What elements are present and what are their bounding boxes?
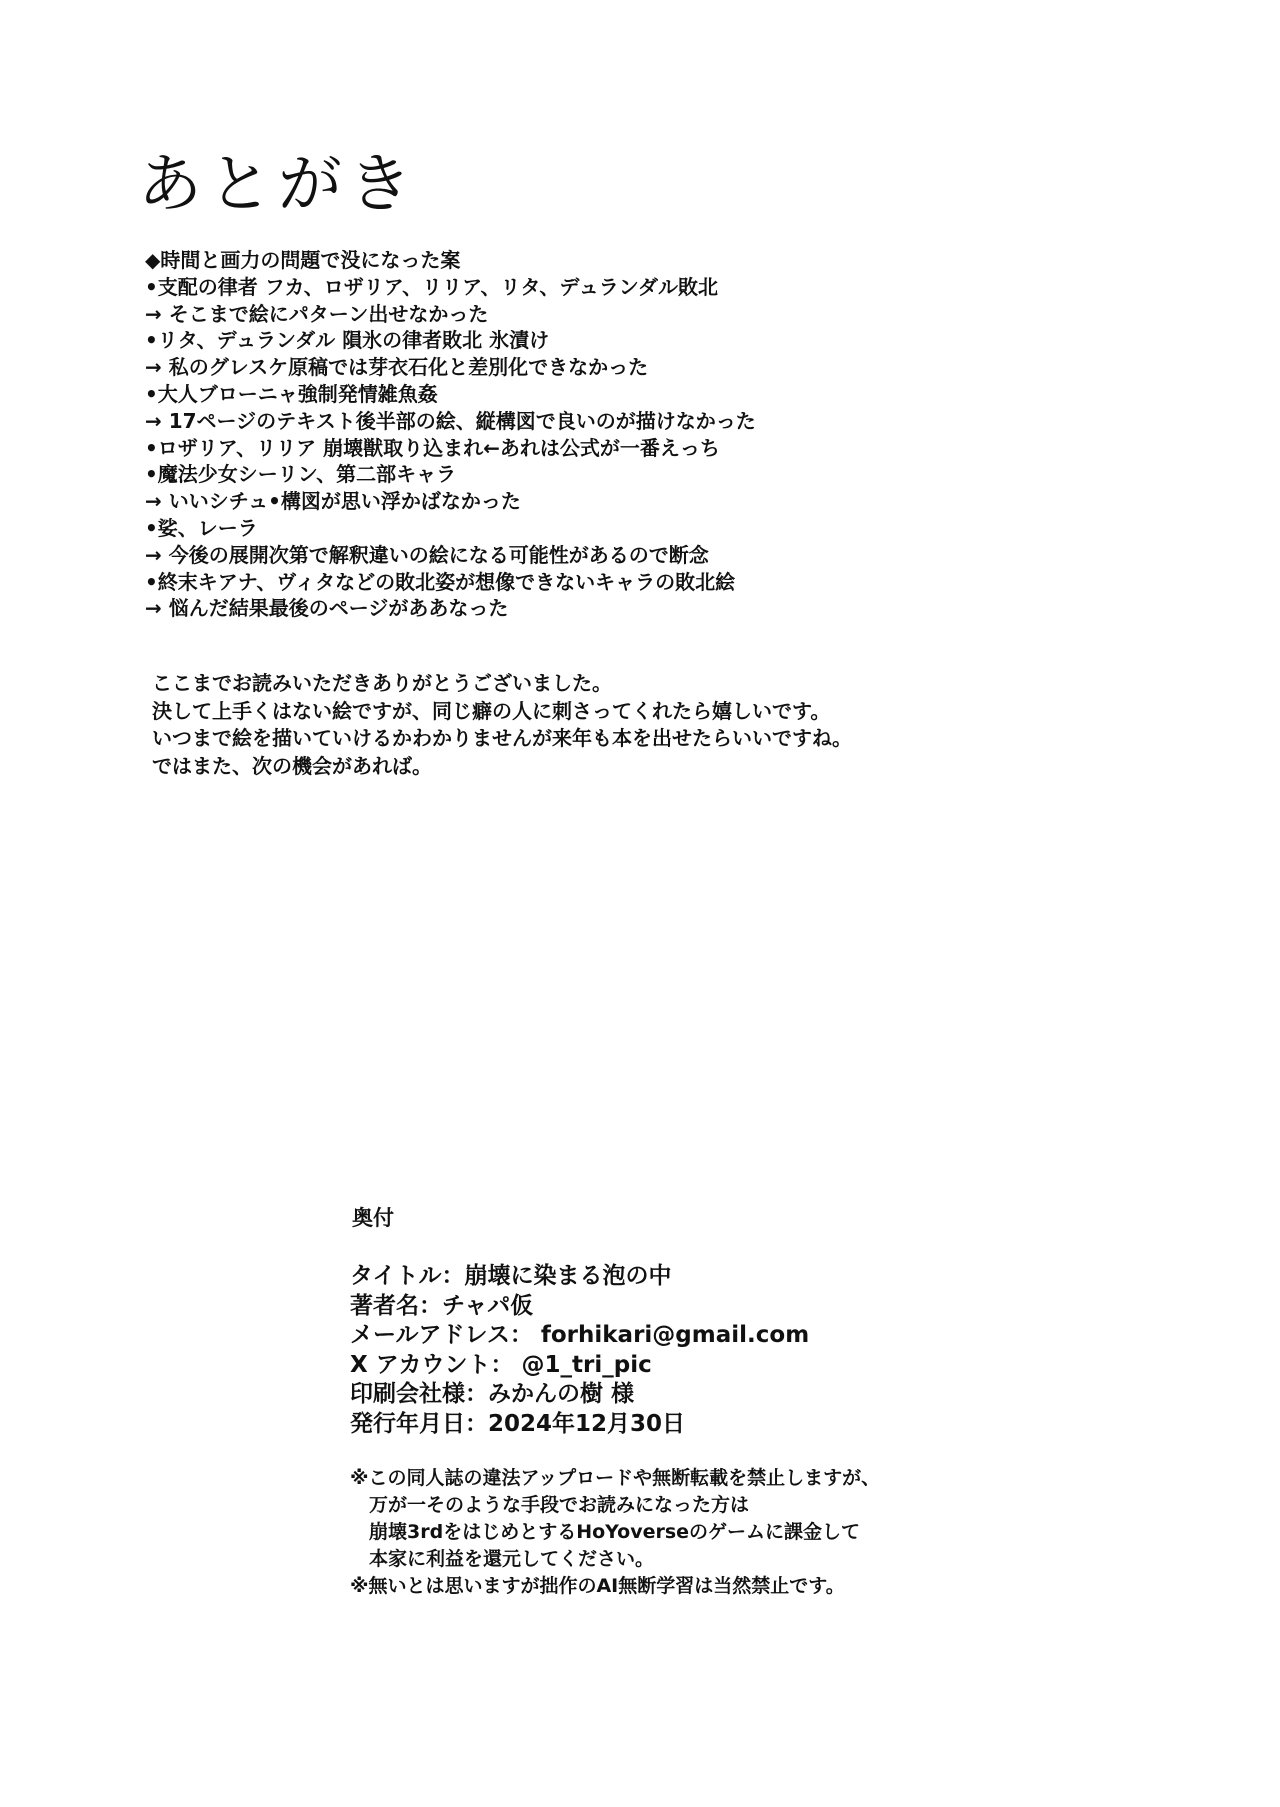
list-item: → そこまで絵にパターン出せなかった (145, 301, 489, 326)
thanks-line: ではまた、次の機会があれば。 (152, 753, 432, 778)
list-item: → 17ページのテキスト後半部の絵、縦構図で良いのが描けなかった (145, 408, 756, 433)
thanks-line: 決して上手くはない絵ですが、同じ癖の人に刺さってくれたら嬉しいです。 (152, 698, 831, 723)
list-item: → 悩んだ結果最後のページがああなった (145, 596, 509, 621)
list-item: •ロザリア、リリア 崩壊獣取り込まれ←あれは公式が一番えっち (145, 435, 720, 460)
disclaimer-line: 本家に利益を還元してください。 (350, 1548, 655, 1570)
list-item: •魔法少女シーリン、第二部キャラ (145, 462, 457, 487)
list-item: •支配の律者 フカ、ロザリア、リリア、リタ、デュランダル敗北 (145, 274, 718, 299)
thanks-line: いつまで絵を描いていけるかわかりませんが来年も本を出せたらいいですね。 (152, 726, 852, 750)
colophon-title-row: タイトル：崩壊に染まる泡の中 (350, 1263, 672, 1289)
colophon-details (350, 1262, 809, 1439)
disclaimer-line: 万が一そのような手段でお読みになった方は (350, 1494, 750, 1516)
colophon-email-row: メールアドレス： forhikari@gmail.com (350, 1322, 810, 1348)
colophon-author-row: 著者名：チャパ仮 (350, 1292, 534, 1319)
rejected-ideas-heading: ◆時間と画力の問題で没になった案 (145, 248, 461, 272)
list-item: → 私のグレスケ原稿では芽衣石化と差別化できなかった (145, 355, 649, 380)
list-item: •娑、レーラ (145, 515, 258, 540)
colophon-printer-row: 印刷会社様：みかんの樹 様 (350, 1381, 635, 1407)
list-item: •終末キアナ、ヴィタなどの敗北姿が想像できないキャラの敗北絵 (145, 569, 736, 594)
colophon-x-account-row: X アカウント： @1_tri_pic (350, 1351, 652, 1378)
list-item: → いいシチュ•構図が思い浮かばなかった (145, 489, 521, 514)
thanks-line: ここまでお読みいただきありがとうございました。 (152, 671, 612, 695)
colophon-heading: 奥付 (352, 1206, 394, 1230)
disclaimer-notice (350, 1465, 880, 1600)
list-item: → 今後の展開次第で解釈違いの絵になる可能性があるので断念 (145, 542, 709, 567)
list-item: •大人ブローニャ強制発情雑魚姦 (145, 381, 438, 406)
list-item: •リタ、デュランダル 隕氷の律者敗北 氷漬け (145, 328, 550, 353)
disclaimer-line: ※この同人誌の違法アップロードや無断転載を禁止しますが、 (350, 1467, 881, 1489)
disclaimer-line: ※無いとは思いますが拙作のAI無断学習は当然禁止です。 (350, 1575, 845, 1597)
colophon-date-row: 発行年月日：2024年12月30日 (350, 1410, 686, 1437)
thanks-message (152, 670, 852, 780)
disclaimer-line: 崩壊3rdをはじめとするHoYoverseのゲームに課金して (350, 1521, 861, 1543)
page-title: あとがき (138, 148, 418, 222)
rejected-ideas-list (145, 247, 756, 622)
